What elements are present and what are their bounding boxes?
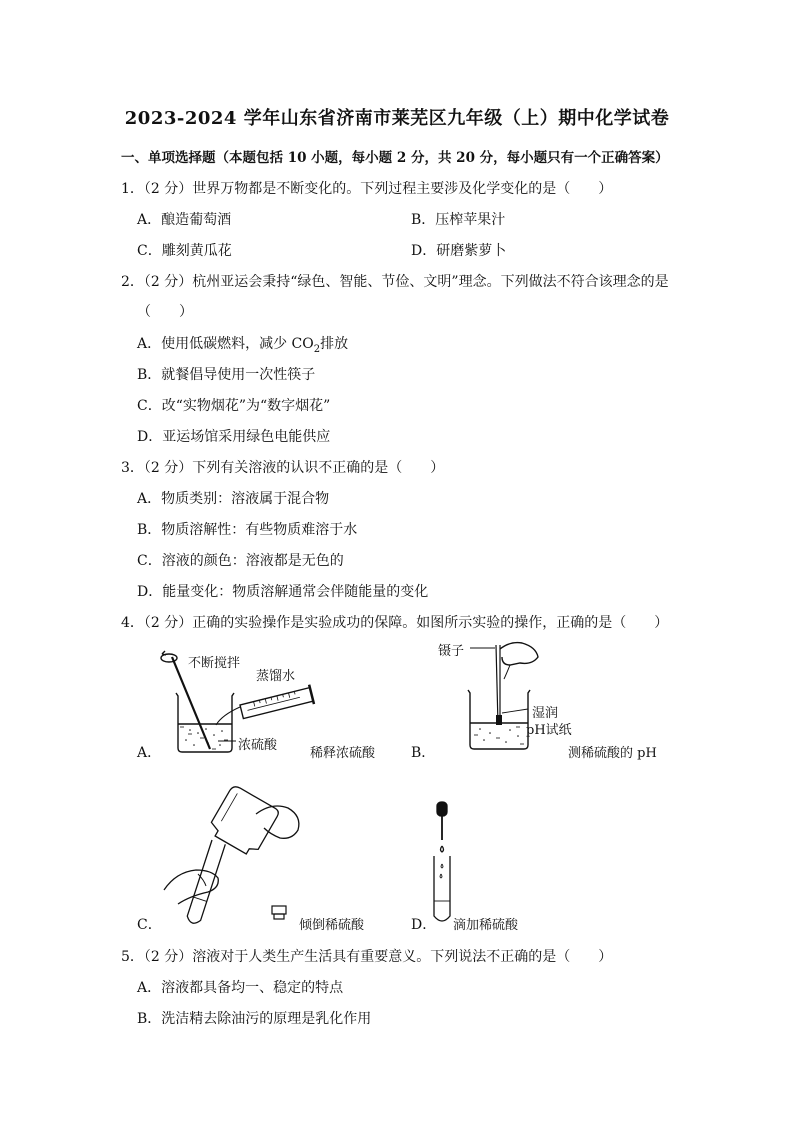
question-5-option-a: A．溶液都具备均一、稳定的特点 xyxy=(137,980,344,996)
question-5-option-b: B．洗洁精去除油污的原理是乳化作用 xyxy=(137,1011,372,1027)
question-4-option-a-letter: A． xyxy=(137,745,162,761)
option-a-text-end: 排放 xyxy=(320,336,349,352)
question-3-option-c: C．溶液的颜色：溶液都是无色的 xyxy=(137,553,344,569)
pouring-figure xyxy=(160,800,320,930)
acid-label: 浓硫酸 xyxy=(238,738,278,753)
question-3-option-d: D．能量变化：物质溶解通常会伴随能量的变化 xyxy=(137,584,429,600)
question-2-option-b: B．就餐倡导使用一次性筷子 xyxy=(137,367,316,383)
ph-paper-label: pH试纸 xyxy=(526,723,572,738)
stir-label: 不断搅拌 xyxy=(188,656,241,671)
question-4-option-d-letter: D． xyxy=(411,917,437,933)
question-4-option-b-letter: B． xyxy=(411,745,436,761)
option-c-caption: 倾倒稀硫酸 xyxy=(299,918,365,933)
question-1-option-b: B．压榨苹果汁 xyxy=(411,212,506,228)
option-a-text: A．使用低碳燃料，减少 CO xyxy=(137,336,314,352)
question-3-option-b: B．物质溶解性：有些物质难溶于水 xyxy=(137,522,358,538)
tweezers-label: 镊子 xyxy=(438,644,465,659)
question-3-option-a: A．物质类别：溶液属于混合物 xyxy=(137,491,330,507)
question-5-stem: 5．（2 分）溶液对于人类生产生活具有重要意义。下列说法不正确的是（ ） xyxy=(121,949,613,965)
water-label: 蒸馏水 xyxy=(256,669,296,684)
section-heading: 一、单项选择题（本题包括 10 小题，每小题 2 分，共 20 分，每小题只有一个正确答案） xyxy=(121,150,669,166)
co2-subscript: 2 xyxy=(313,343,321,355)
question-1-option-a: A．酿造葡萄酒 xyxy=(137,212,232,228)
question-1-stem: 1．（2 分）世界万物都是不断变化的。下列过程主要涉及化学变化的是（ ） xyxy=(121,181,613,197)
question-4-stem: 4．（2 分）正确的实验操作是实验成功的保障。如图所示实验的操作，正确的是（ ） xyxy=(121,615,669,631)
option-a-caption: 稀释浓硫酸 xyxy=(310,746,376,761)
dropper-figure xyxy=(424,798,464,926)
wet-label: 湿润 xyxy=(532,706,559,721)
question-2-option-d: D．亚运场馆采用绿色电能供应 xyxy=(137,429,331,445)
question-4-option-c-letter: C． xyxy=(137,917,162,933)
question-1-option-c: C．雕刻黄瓜花 xyxy=(137,243,232,259)
question-2-stem-continued: （ ） xyxy=(137,304,193,320)
question-3-stem: 3．（2 分）下列有关溶液的认识不正确的是（ ） xyxy=(121,460,445,476)
question-2-stem: 2．（2 分）杭州亚运会秉持“绿色、智能、节俭、文明”理念。下列做法不符合该理念的是 xyxy=(121,274,669,290)
page-title: 2023-2024 学年山东省济南市莱芜区九年级（上）期中化学试卷 xyxy=(124,108,670,129)
option-b-caption: 测稀硫酸的 pH xyxy=(568,746,657,761)
question-2-option-a xyxy=(137,333,348,355)
question-1-option-d: D．研磨紫萝卜 xyxy=(411,243,507,259)
option-d-caption: 滴加稀硫酸 xyxy=(453,918,519,933)
question-2-option-c: C．改“实物烟花”为“数字烟花” xyxy=(137,398,331,414)
